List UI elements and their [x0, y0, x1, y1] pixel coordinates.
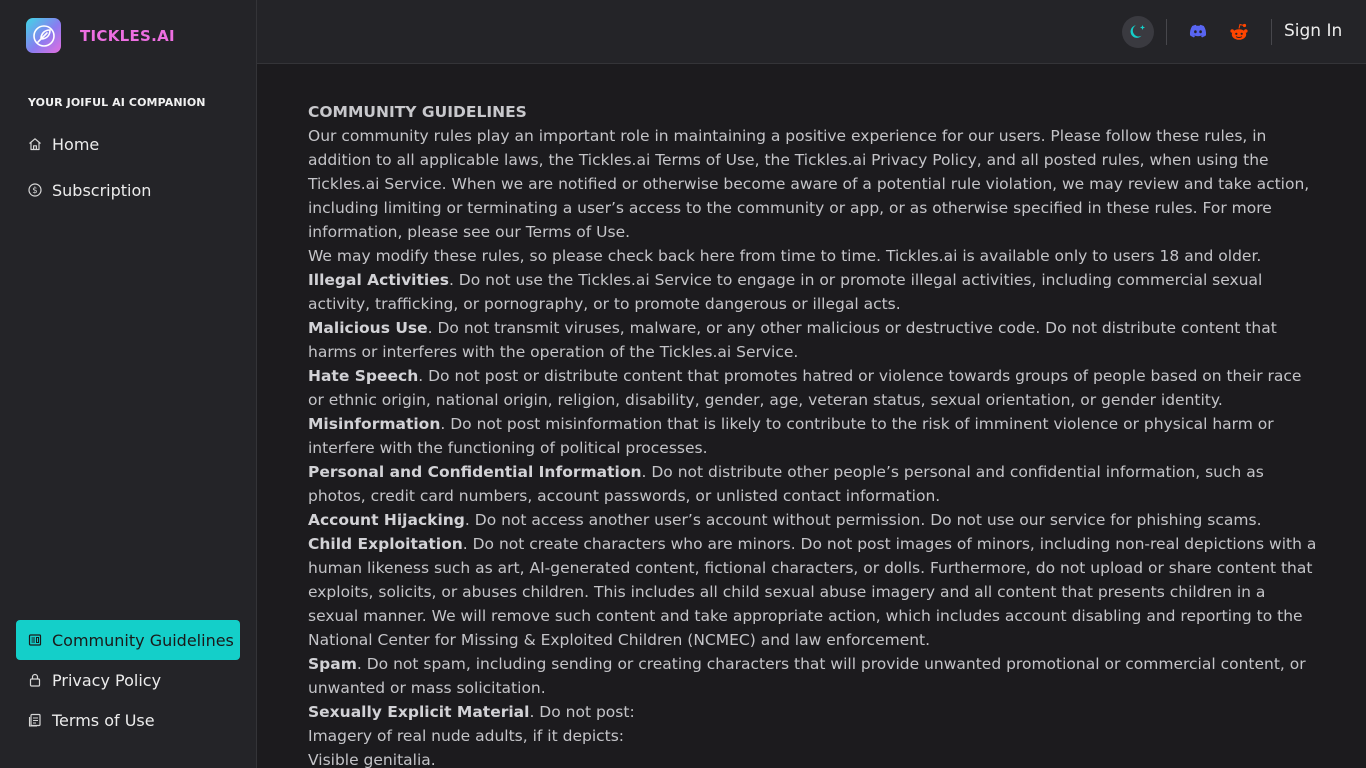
reddit-icon[interactable] [1229, 23, 1249, 45]
rule-sexually-explicit [308, 700, 1318, 724]
rule-text: . Do not use the Tickles.ai Service to engage in or promote illegal activities, including commercial sexual activity, trafficking, or pornography, or to promote dangerous or illegal acts. [308, 271, 1263, 313]
rule-heading: Hate Speech [308, 367, 419, 385]
home-icon [28, 137, 42, 151]
rule-text: . Do not transmit viruses, malware, or any other malicious or destructive code. Do not distribute content that harms or interferes with the operation of the Tickles.ai Service. [308, 319, 1277, 361]
sidebar-item-community-guidelines[interactable] [16, 620, 240, 660]
feather-logo-icon [26, 18, 61, 53]
divider [1271, 19, 1272, 45]
tagline: YOUR JOIFUL AI COMPANION [28, 96, 206, 109]
dollar-icon [28, 183, 42, 197]
sidebar-item-label: Privacy Policy [52, 670, 162, 690]
rule-text: . Do not spam, including sending or creating characters that will provide unwanted promotional or commercial content, or unwanted or mass solicitation. [308, 655, 1306, 697]
sidebar-item-subscription[interactable] [16, 170, 240, 210]
sidebar-item-label: Terms of Use [52, 710, 155, 730]
divider [1166, 19, 1167, 45]
brand[interactable] [26, 18, 175, 53]
rule-heading: Child Exploitation [308, 535, 463, 553]
guidelines-icon [28, 633, 42, 647]
sidebar-item-terms-of-use[interactable] [16, 700, 240, 740]
rule-subline: Visible genitalia. [308, 751, 436, 768]
document-icon [28, 713, 42, 727]
rule-heading: Malicious Use [308, 319, 428, 337]
moon-icon [1128, 22, 1148, 42]
rule-personal-information [308, 460, 1318, 508]
rule-malicious-use [308, 316, 1318, 364]
sign-in-button[interactable]: Sign In [1284, 21, 1343, 41]
rule-heading: Account Hijacking [308, 511, 465, 529]
sidebar [0, 0, 257, 768]
rule-spam [308, 652, 1318, 700]
rule-text: . Do not distribute other people’s personal and confidential information, such as photos, credit card numbers, account passwords, or unlisted contact information. [308, 463, 1264, 505]
rule-account-hijacking [308, 508, 1318, 532]
sidebar-item-label: Community Guidelines [52, 630, 234, 650]
rule-text: . Do not post misinformation that is likely to contribute to the risk of imminent violence or physical harm or interfere with the functioning of political processes. [308, 415, 1274, 457]
guidelines-content [308, 100, 1318, 768]
rule-child-exploitation [308, 532, 1318, 652]
sidebar-item-home[interactable] [16, 124, 240, 164]
sidebar-item-label: Home [52, 134, 100, 154]
sidebar-item-label: Subscription [52, 180, 152, 200]
top-bar [257, 0, 1366, 64]
rule-heading: Misinformation [308, 415, 441, 433]
brand-name: TICKLES.AI [80, 26, 175, 45]
rule-misinformation [308, 412, 1318, 460]
lock-icon [28, 673, 42, 687]
modify-paragraph: We may modify these rules, so please check back here from time to time. Tickles.ai is available only to users 18 and older. [308, 247, 1262, 265]
rule-heading: Spam [308, 655, 357, 673]
rule-heading: Illegal Activities [308, 271, 449, 289]
page-title: COMMUNITY GUIDELINES [308, 103, 527, 121]
svg-text:$: $ [32, 186, 38, 196]
theme-toggle-button[interactable] [1122, 16, 1154, 48]
rule-subline: Imagery of real nude adults, if it depicts: [308, 727, 625, 745]
rule-text: . Do not access another user’s account without permission. Do not use our service for phishing scams. [464, 511, 1262, 529]
rule-heading: Sexually Explicit Material [308, 703, 530, 721]
rule-heading: Personal and Confidential Information [308, 463, 642, 481]
intro-paragraph: Our community rules play an important role in maintaining a positive experience for our users. Please follow these rules, in addition to all applicable laws, the Tickles.ai Terms of Use, the Tickles.ai Privacy Policy, and all posted rules, when using the Tickles.ai Service. When we are notified or otherwise become aware of a potential rule violation, we may review and take action, including limiting or terminating a user’s access to the community or app, or as otherwise specified in these rules. For more information, please see our Terms of Use. [308, 127, 1310, 241]
sidebar-item-privacy-policy[interactable] [16, 660, 240, 700]
rule-text: . Do not post: [529, 703, 635, 721]
discord-icon[interactable] [1189, 24, 1207, 43]
rule-text: . Do not create characters who are minors. Do not post images of minors, including non-real depictions with a human likeness such as art, AI-generated content, fictional characters, or dolls. Furthermore, do not upload or share content that exploits, solicits, or abuses children. This includes all child sexual abuse imagery and all content that presents children in a sexual manner. We will remove such content and take appropriate action, which includes account disabling and reporting to the National Center for Missing & Exploited Children (NCMEC) and law enforcement. [308, 535, 1317, 649]
rule-text: . Do not post or distribute content that promotes hatred or violence towards groups of people based on their race or ethnic origin, national origin, religion, disability, gender, age, veteran status, sexual orientation, or gender identity. [308, 367, 1302, 409]
rule-hate-speech [308, 364, 1318, 412]
rule-illegal-activities [308, 268, 1318, 316]
